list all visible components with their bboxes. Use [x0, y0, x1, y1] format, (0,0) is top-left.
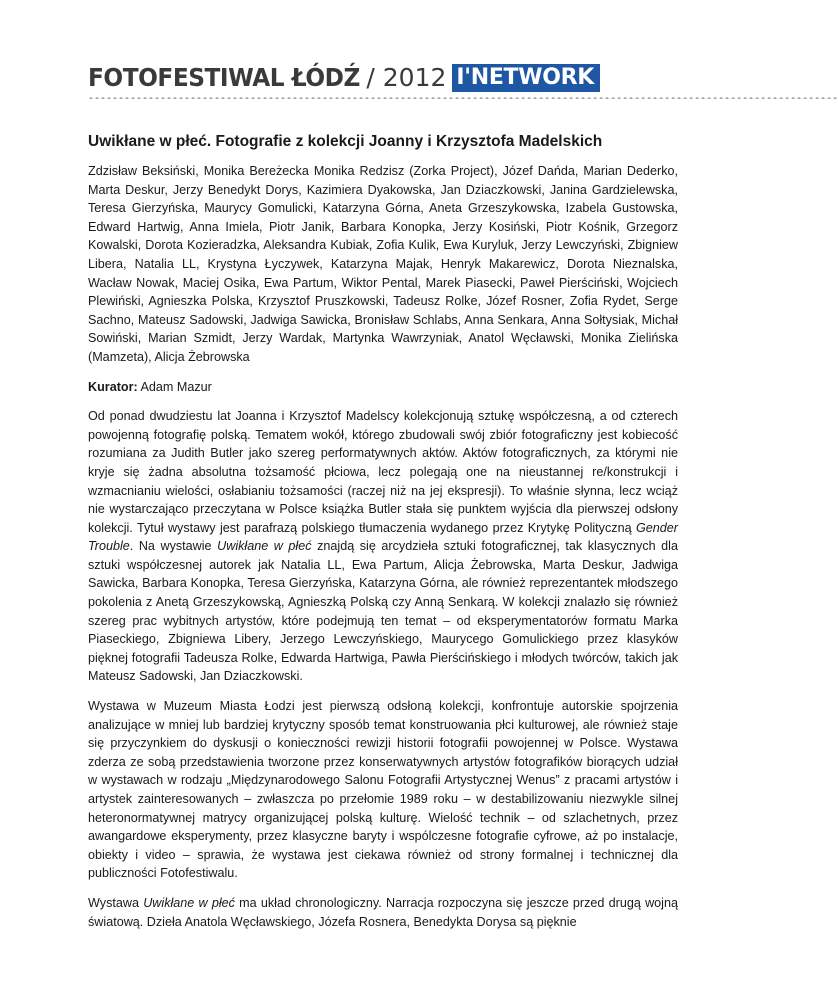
curator-line — [88, 378, 678, 397]
paragraph-intro-part: . Na wystawie — [129, 539, 218, 554]
paragraph-chronology-part: ma układ chronologiczny. Narracja rozpoczyna się jeszcze przed drugą wojną światową. Dzieła Anatola Węcławskiego, Józefa Rosnera, Benedykta Dorysa są pięknie — [88, 895, 678, 929]
paragraph-intro-part: znajdą się arcydzieła sztuki fotograficznej, tak klasycznych dla sztuki współczesnej autorek jak Natalia LL, Ewa Partum, Alicja Żebrowska, Marta Deskur, Jadwiga Sawicka, Barbara Konopka, Teresa Gierzyńska, Katarzyna Górna, ale również reprezentantek młodszego pokolenia z Anetą Grzeszykowską, Agnieszką Polską czy Anną Senkarą. W kolekcji znalazło się również szereg prac wybitnych artystów, które podejmują ten temat – od eksperymentatorów formatu Marka Piaseckiego, Zbigniewa Libery, Jerzego Lewczyńskiego, Maurycego Gomulickiego przez klasyków pięknej fotografii Tadeusza Rolke, Edwarda Hartwiga, Pawła Pierścińskiego i młodych twórców, takich jak Mateusz Sadowski, Jan Dziaczkowski. — [88, 539, 678, 684]
paragraph-chronology-part: Wystawa — [88, 895, 144, 910]
paragraph-museum: Wystawa w Muzeum Miasta Łodzi jest pierwszą odsłoną kolekcji, konfrontuje autorskie spojrzenia analizujące w mniej lub bardziej krytyczny sposób temat konstruowania płci kulturowej, ale również staje się przyczynkiem do dyskusji o konieczności rewizji historii fotografii powojennej w Polsce. Wystawa zderza ze sobą przedstawienia tworzone przez konserwatywnych artystów fotografików biorących udział w wystawach w rodzaju „Międzynarodowego Salonu Fotografii Artystycznej Wenus” z pracami artystów i artystek zainteresowanych – zwłaszcza po przełomie 1989 roku – w destabilizowaniu niezwykle silnej heteronormatywnej matrycy organizującej polską kulturę. Wielość technik – od szlachetnych, przez awangardowe eksperymenty, przez klasyczne baryty i wspólczesne fotografie cyfrowe, aż po instalacje, obiekty i video – sprawia, że wystawa jest ciekawa również od strony formalnej i technicznej dla publiczności Fotofestiwalu. — [88, 699, 678, 881]
book-title: Gender Trouble — [88, 520, 678, 554]
document-title: Uwikłane w płeć. Fotografie z kolekcji Joanny i Krzysztofa Madelskich — [88, 133, 603, 150]
festival-logo — [88, 64, 600, 92]
logo-network-badge: I'NETWORK — [452, 64, 600, 92]
curator-label: Kurator: — [88, 379, 138, 394]
paragraph-chronology — [88, 894, 678, 931]
header-separator: ----------------------------------------------------------------------------------------------------------------------------- — [88, 94, 838, 105]
exhibition-title: Uwikłane w płeć — [143, 895, 235, 910]
exhibition-title: Uwikłane w płeć — [217, 539, 312, 554]
artists-list: Zdzisław Beksiński, Monika Bereżecka Monika Redzisz (Zorka Project), Józef Dańda, Marian Dederko, Marta Deskur, Jerzy Benedykt Dorys, Kazimiera Dyakowska, Jan Dziaczkowski, Janina Gardzielewska, Teresa Gierzyńska, Maurycy Gomulicki, Katarzyna Górna, Aneta Grzeszykowska, Izabela Gustowska, Edward Hartwig, Anna Imiela, Piotr Janik, Barbara Konopka, Jerzy Kosiński, Piotr Kośnik, Grzegorz Kowalski, Dorota Kozieradzka, Aleksandra Kubiak, Zofia Kulik, Ewa Kuryluk, Jerzy Lewczyński, Zbigniew Libera, Natalia LL, Krystyna Łyczywek, Katarzyna Majak, Henryk Makarewicz, Dorota Nieznalska, Wacław Nowak, Maciej Osika, Ewa Partum, Wiktor Pental, Marek Piasecki, Paweł Pierściński, Wojciech Plewiński, Agnieszka Polska, Krzysztof Pruszkowski, Tadeusz Rolke, Józef Rosner, Zofia Rydet, Serge Sachno, Mateusz Sadowski, Jadwiga Sawicka, Bronisław Schlabs, Anna Senkara, Anna Sołtysiak, Michał Sowiński, Marian Szmidt, Jerzy Wardak, Martynka Wawrzyniak, Anatol Węcławski, Monika Zielińska (Mamzeta), Alicja Żebrowska — [88, 164, 678, 364]
logo-year-text: / 2012 — [366, 63, 447, 92]
document-body — [88, 132, 678, 942]
curator-name: Adam Mazur — [137, 379, 212, 394]
logo-main-text: FOTOFESTIWAL ŁÓDŹ — [88, 63, 360, 92]
paragraph-intro-part: Od ponad dwudziestu lat Joanna i Krzysztof Madelscy kolekcjonują sztukę współczesną, a od czterech powojenną fotografię polską. Tematem wokół, którego zbudowali swój zbiór fotograficzny jest kobiecość rozumiana za Judith Butler jako szereg performatywnych aktów. Aktów fotograficznych, za którymi nie kryje się żadna absolutna tożsamość płciowa, lecz polegają one na nieustannej re/konstrukcji i wzmacnianiu wielości, osłabianiu tożsamości (raczej niż na jej ekspresji). To właśnie słynna, lecz wciąż nie wystarczająco przeczytana w Polsce książka Butler stała się punktem wyjścia dla pierwszej odsłony kolekcji. Tytuł wystawy jest parafrazą polskiego tłumaczenia wydanego przez Krytykę Polityczną — [88, 409, 678, 535]
paragraph-intro — [88, 407, 678, 686]
